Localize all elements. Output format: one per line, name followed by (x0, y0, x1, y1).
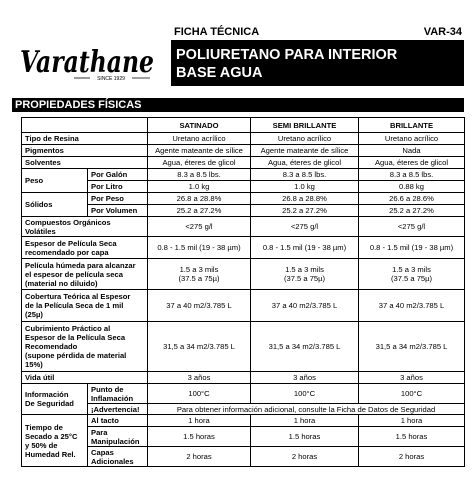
table-cell: 1 hora (359, 415, 465, 427)
row-label-line: de la Película Seca de 1 mil (25, 301, 124, 310)
table-row (22, 404, 465, 415)
table-cell: 1.5 horas (251, 427, 359, 447)
table-cell: 37 a 40 m2/3.785 L (359, 290, 465, 322)
row-group-label: Sólidos (22, 193, 88, 217)
varathane-logo (14, 32, 164, 90)
table-cell: Agua, éteres de glicol (359, 157, 465, 169)
table-row (22, 193, 465, 205)
table-cell: 31,5 a 34 m2/3.785 L (148, 322, 251, 372)
product-title-line-2: BASE AGUA (176, 65, 263, 81)
cell-line: 1.5 a 3 mils (179, 265, 219, 274)
table-row (22, 290, 465, 322)
table-cell: 1 hora (251, 415, 359, 427)
row-label-line: Espesor de la Película Seca (25, 333, 126, 342)
row-label-line: Información (25, 390, 69, 399)
document-type-label: FICHA TÉCNICA (174, 26, 260, 38)
row-label-line: recomendado por capa (25, 247, 109, 257)
table-cell: 2 horas (251, 447, 359, 467)
table-row (22, 145, 465, 157)
table-cell: 3 años (359, 372, 465, 384)
table-row (22, 427, 465, 447)
row-label-line: Adicionales (91, 456, 134, 466)
row-sublabel: Por Peso (88, 193, 148, 205)
row-group-label (22, 415, 88, 467)
row-label-line: De Seguridad (25, 399, 74, 408)
row-label-line: el espesor de película seca (25, 269, 123, 279)
table-cell: 26.6 a 28.6% (359, 193, 465, 205)
table-cell: Nada (359, 145, 465, 157)
table-cell: 100°C (251, 384, 359, 404)
row-label-line: Punto de (91, 384, 124, 394)
table-row (22, 322, 465, 372)
row-sublabel: Al tacto (88, 415, 148, 427)
row-label-line: Para (91, 427, 108, 437)
table-row (22, 384, 465, 404)
row-label: Pigmentos (22, 145, 148, 157)
table-cell: 0.8 - 1.5 mil (19 - 38 µm) (148, 237, 251, 259)
cell-line: (37.5 a 75µ) (283, 274, 326, 283)
table-row (22, 447, 465, 467)
table-cell: 26.8 a 28.8% (251, 193, 359, 205)
product-title (176, 46, 461, 82)
row-label-line: Espesor de Película Seca (25, 238, 117, 248)
safety-warning-text: Para obtener información adicional, consulte la Ficha de Datos de Seguridad (148, 404, 465, 415)
row-label-line: Compuestos Orgánicos (25, 217, 111, 227)
table-cell: Agente mateante de sílice (251, 145, 359, 157)
row-label-line: (material no diluido) (25, 278, 98, 288)
column-header: BRILLANTE (359, 118, 465, 133)
logo-tagline-text: SINCE 1929 (97, 76, 125, 82)
table-cell: 0.8 - 1.5 mil (19 - 38 µm) (359, 237, 465, 259)
table-cell: Uretano acrílico (148, 133, 251, 145)
table-cell: 0.8 - 1.5 mil (19 - 38 µm) (251, 237, 359, 259)
table-cell: <275 g/l (251, 217, 359, 237)
row-label-line: Humedad Rel. (25, 449, 76, 459)
table-cell: 100°C (359, 384, 465, 404)
row-label (22, 290, 148, 322)
row-sublabel: Por Volumen (88, 205, 148, 217)
row-label-line: Inflamación (91, 393, 134, 403)
row-label-line: Volátiles (25, 226, 56, 236)
table-cell: 25.2 a 27.2% (148, 205, 251, 217)
row-label: Vida útil (22, 372, 148, 384)
table-row (22, 157, 465, 169)
table-cell: 1.5 horas (359, 427, 465, 447)
row-sublabel: Por Litro (88, 181, 148, 193)
row-label (22, 217, 148, 237)
row-label-line: Secado a 25°C (25, 431, 78, 441)
table-cell: 1.0 kg (148, 181, 251, 193)
table-cell: Uretano acrílico (359, 133, 465, 145)
table-cell: 8.3 a 8.5 lbs. (359, 169, 465, 181)
table-row (22, 169, 465, 181)
row-sublabel: Por Galón (88, 169, 148, 181)
product-title-line-1: POLIURETANO PARA INTERIOR (176, 47, 398, 63)
table-cell: 8.3 a 8.5 lbs. (251, 169, 359, 181)
table-cell: 3 años (148, 372, 251, 384)
row-label-line: Tiempo de (25, 422, 63, 432)
row-label-line: Cobertura Teórica al Espesor (25, 292, 131, 301)
table-row (22, 205, 465, 217)
row-group-label: Peso (22, 169, 88, 193)
section-title: PROPIEDADES FÍSICAS (15, 99, 142, 111)
row-label-line: (25µ) (25, 310, 43, 319)
table-cell: 1.5 horas (148, 427, 251, 447)
table-cell: 8.3 a 8.5 lbs. (148, 169, 251, 181)
table-corner-cell (22, 118, 148, 133)
table-cell: 31,5 a 34 m2/3.785 L (359, 322, 465, 372)
row-label-line: Película húmeda para alcanzar (25, 260, 136, 270)
row-label: Solventes (22, 157, 148, 169)
table-row (22, 415, 465, 427)
table-cell: Uretano acrílico (251, 133, 359, 145)
column-header: SATINADO (148, 118, 251, 133)
table-cell: 25.2 a 27.2% (359, 205, 465, 217)
row-label-line: y 50% de (25, 440, 58, 450)
table-cell: 31,5 a 34 m2/3.785 L (251, 322, 359, 372)
row-label-line: Recomendado (25, 342, 78, 351)
row-label-line: (supone pérdida de material (25, 351, 127, 360)
table-cell: 26.8 a 28.8% (148, 193, 251, 205)
table-cell: Agente mateante de sílice (148, 145, 251, 157)
cell-line: (37.5 a 75µ) (178, 274, 220, 283)
row-group-label (22, 384, 88, 415)
row-label (22, 259, 148, 290)
cell-line: 1.5 a 3 mils (392, 265, 431, 274)
row-sublabel (88, 427, 148, 447)
table-row (22, 133, 465, 145)
row-label-line: 15%) (25, 360, 43, 369)
table-cell (359, 259, 465, 290)
table-cell: Agua, éteres de glicol (251, 157, 359, 169)
table-cell: Agua, éteres de glicol (148, 157, 251, 169)
row-sublabel (88, 384, 148, 404)
row-sublabel (88, 447, 148, 467)
column-header: SEMI BRILLANTE (251, 118, 359, 133)
table-cell: <275 g/l (359, 217, 465, 237)
table-cell: 2 horas (148, 447, 251, 467)
row-label: Tipo de Resina (22, 133, 148, 145)
table-row (22, 259, 465, 290)
physical-properties-table (21, 117, 465, 467)
row-label-line: Cubrimiento Práctico al (25, 324, 111, 333)
table-cell: 1 hora (148, 415, 251, 427)
cell-line: 1.5 a 3 mils (285, 265, 324, 274)
table-cell: 3 años (251, 372, 359, 384)
table-header-row (22, 118, 465, 133)
table-row (22, 217, 465, 237)
table-row (22, 372, 465, 384)
table-cell: 25.2 a 27.2% (251, 205, 359, 217)
table-row (22, 181, 465, 193)
row-label-line: Capas (91, 447, 114, 457)
table-cell: <275 g/l (148, 217, 251, 237)
row-label-line: Manipulación (91, 436, 140, 446)
table-cell: 37 a 40 m2/3.785 L (148, 290, 251, 322)
table-cell (148, 259, 251, 290)
logo-brand-text: Varathane (20, 45, 154, 80)
table-cell (251, 259, 359, 290)
table-cell: 100°C (148, 384, 251, 404)
row-label (22, 322, 148, 372)
row-sublabel: ¡Advertencia! (88, 404, 148, 415)
table-cell: 2 horas (359, 447, 465, 467)
cell-line: (37.5 a 75µ) (390, 274, 433, 283)
row-label (22, 237, 148, 259)
table-cell: 37 a 40 m2/3.785 L (251, 290, 359, 322)
table-cell: 0.88 kg (359, 181, 465, 193)
table-row (22, 237, 465, 259)
table-cell: 1.0 kg (251, 181, 359, 193)
document-code: VAR-34 (423, 26, 462, 38)
